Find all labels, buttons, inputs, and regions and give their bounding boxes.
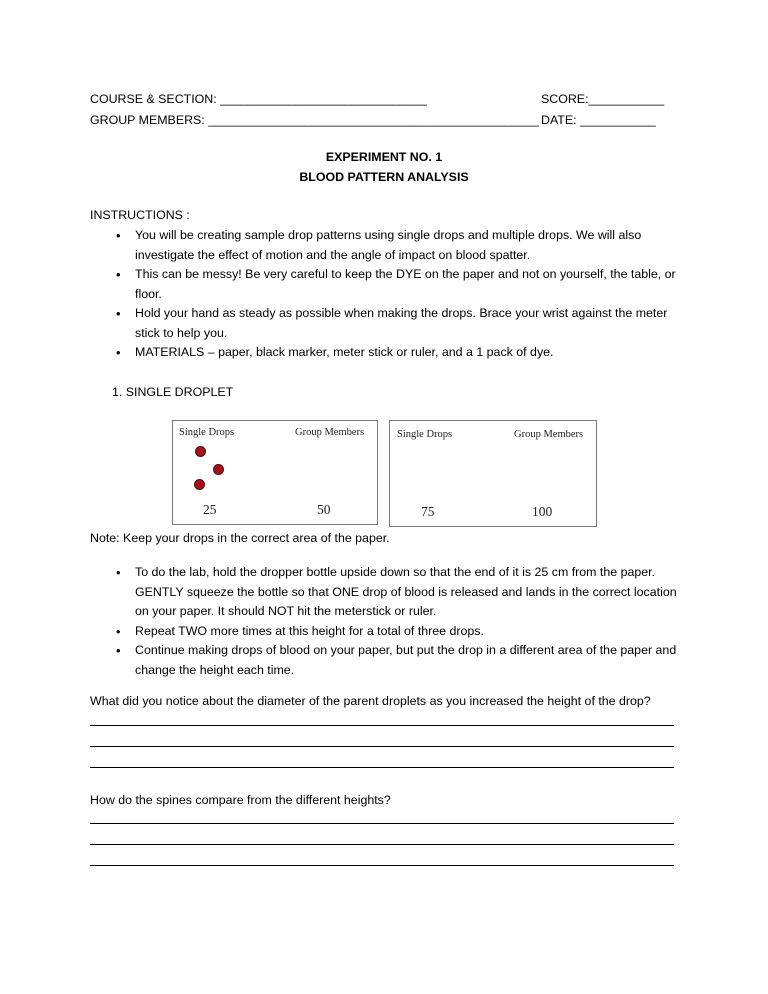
figure-label: Single Drops [397,429,453,440]
height-label: 100 [532,504,553,519]
blood-drop [195,446,206,457]
answer-line[interactable] [90,865,674,866]
group-members-field: GROUP MEMBERS: ________________________________________________ [90,113,539,127]
height-label: 50 [317,502,331,517]
figure-label: Group Members [295,427,365,438]
height-label: 25 [203,502,217,517]
drop-figure-75-100 [389,420,597,527]
note-text: Note: Keep your drops in the correct area of the paper. [90,531,390,545]
list-item: • Continue making drops of blood on your paper, but put the drop in a different area of the paper and change the height each time. [112,641,677,680]
instructions-heading: INSTRUCTIONS : [90,208,190,222]
list-item: • This can be messy! Be very careful to keep the DYE on the paper and not on yourself, the table, or floor. [112,265,677,304]
steps-list [112,563,677,680]
course-section-field: COURSE & SECTION: ______________________________ [90,92,427,106]
answer-line[interactable] [90,725,674,726]
section-heading: 1. SINGLE DROPLET [112,385,234,399]
list-item: • Hold your hand as steady as possible when making the drops. Brace your wrist against the meter stick to help you. [112,304,677,343]
height-label: 75 [421,504,435,519]
experiment-title: BLOOD PATTERN ANALYSIS [299,170,469,184]
figure-label: Group Members [514,429,584,440]
answer-line[interactable] [90,767,674,768]
list-item: • MATERIALS – paper, black marker, meter stick or ruler, and a 1 pack of dye. [112,343,677,363]
blood-drop [194,479,205,490]
figure-label: Single Drops [179,427,235,438]
question-2: How do the spines compare from the different heights? [90,793,391,807]
instructions-list [112,226,677,363]
answer-line[interactable] [90,844,674,845]
list-item: • To do the lab, hold the dropper bottle upside down so that the end of it is 25 cm from the paper. GENTLY squeeze the bottle so that ONE drop of blood is released and lands in the correct location on your paper. It should NOT hit the meterstick or ruler. [112,563,677,622]
experiment-number: EXPERIMENT NO. 1 [325,150,443,164]
score-field: SCORE:___________ [541,92,665,106]
list-item: • Repeat TWO more times at this height for a total of three drops. [112,622,677,642]
date-field: DATE: ___________ [541,113,656,127]
question-1: What did you notice about the diameter of the parent droplets as you increased the height of the drop? [90,694,651,708]
list-item: • You will be creating sample drop patterns using single drops and multiple drops. We will also investigate the effect of motion and the angle of impact on blood spatter. [112,226,677,265]
drop-figure-25-50 [172,420,378,525]
answer-line[interactable] [90,823,674,824]
answer-line[interactable] [90,746,674,747]
blood-drop [213,464,224,475]
